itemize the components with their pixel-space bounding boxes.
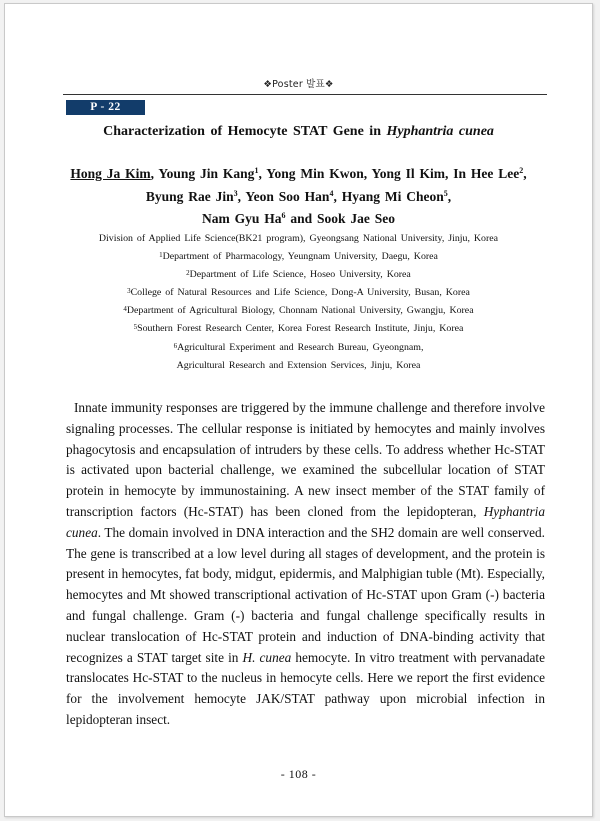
affiliation-mark: 3 [127, 287, 131, 296]
paper-title [5, 124, 592, 140]
author-name: Hong Ja Kim [70, 166, 151, 181]
author-name: Hyang Mi Cheon [341, 188, 444, 204]
author-entry [317, 211, 395, 226]
affiliation-line: $^3$College of Natural Resources and Life Science, Dong-A University, Busan, Korea [127, 287, 470, 299]
author-name: Yeon Soo Han [245, 188, 330, 204]
affiliation-line: $^6$Agricultural Experiment and Research Bureau, Gyeongnam, [173, 341, 424, 353]
author-entry: Yong Min Kwon, [266, 166, 372, 181]
header-divider [63, 94, 547, 95]
author-name: In Hee Lee [453, 166, 520, 181]
title-species: Hyphantria cunea [386, 124, 494, 139]
author-name: Yong Min Kwon [266, 166, 364, 181]
author-entry: Young Jin Kang$^1$, [158, 166, 267, 181]
author-entry: Hong Ja Kim, [70, 166, 159, 181]
affiliation-line: $^2$Department of Life Science, Hoseo University, Korea [186, 269, 411, 281]
affiliation-mark: 6 [173, 341, 178, 350]
author-entry: Hyang Mi Cheon$^5$, [341, 188, 452, 204]
author-affil-mark: 3 [233, 188, 238, 198]
author-entry: In Hee Lee$^2$, [453, 166, 527, 181]
author-affil-mark: 6 [281, 211, 286, 220]
species-name: Hyphantria cunea [66, 503, 545, 540]
author-affil-mark: 5 [443, 188, 448, 198]
affiliation-line: Division of Applied Life Science(BK21 program), Gyeongsang National University, Jinju, Korea [98, 233, 499, 244]
author-entry: Nam Gyu Ha$^6$ and [201, 211, 318, 226]
author-name: Sook Jae Seo [317, 211, 396, 226]
affiliation-line: Agricultural Research and Extension Services, Jinju, Korea [176, 359, 421, 371]
author-entry: Yeon Soo Han$^4$, [245, 188, 342, 204]
document-page [4, 3, 593, 817]
affiliation-mark: 5 [133, 323, 138, 332]
author-name: Nam Gyu Ha [201, 211, 282, 226]
title-text: Characterization of Hemocyte STAT Gene in [103, 124, 387, 139]
author-name: Yong Il Kim [371, 166, 445, 181]
author-affil-mark: 1 [254, 166, 259, 175]
abstract-paragraph: Innate immunity responses are triggered by the immune challenge and therefore involve signaling processes. The cellular response is initiated by hemocytes and mainly involves phagocytosis and encapsulation of intruders by these cells. To address whether Hc-STAT is activated upon bacterial challenge, we examined the subcellular location of STAT protein in hemocyte by immunostaining. A new insect member of the STAT family of transcription factors (Hc-STAT) has been cloned from the lepidopteran, Hyphantria cunea. The domain involved in DNA interaction and the SH2 domain are well conserved. The gene is transcribed at a low level during all stages of development, and the protein is present in hemocytes, fat body, midgut, epidermis, and Malphigian tuble (Mt). Especially, hemocytes and Mt showed transcriptional activation of Hc-STAT upon Gram (-) bacteria and fungal challenge. Gram (-) bacteria and fungal challenge specifically results in nuclear translocation of Hc-STAT protein and induction of DNA-binding activity that recognizes a STAT target site in H. cunea hemocyte. In vitro treatment with pervanadate translocates Hc-STAT to the nucleus in hemocyte cells. Here we report the first evidence for the involvement hemocyte JAK/STAT pathway upon microbial infection in lepidopteran insect. [66, 400, 546, 727]
affiliation-line: $^1$Department of Pharmacology, Yeungnam University, Daegu, Korea [159, 251, 438, 263]
author-affil-mark: 2 [519, 166, 524, 175]
affiliation-mark: 1 [159, 251, 163, 260]
author-entry: Byung Rae Jin$^3$, [145, 188, 246, 204]
affiliation-line: $^5$Southern Forest Research Center, Korea Forest Research Institute, Jinju, Korea [133, 323, 464, 335]
session-header: ❖Poster 발표❖ [263, 79, 334, 90]
species-name: H. cunea [242, 649, 292, 665]
affiliation-line: $^4$Department of Agricultural Biology, Chonnam National University, Gwangju, Korea [123, 305, 474, 317]
affiliation-list [45, 230, 552, 375]
author-affil-mark: 4 [329, 188, 334, 198]
author-list [60, 163, 537, 231]
affiliation-mark: 4 [123, 305, 127, 314]
affiliation-mark: 2 [186, 269, 190, 278]
author-entry: Yong Il Kim, [371, 166, 454, 181]
author-name: Young Jin Kang [158, 166, 255, 181]
author-name: Byung Rae Jin [145, 188, 234, 204]
poster-id-badge: P - 22 [66, 100, 145, 115]
page-number: - 108 - [280, 767, 317, 781]
